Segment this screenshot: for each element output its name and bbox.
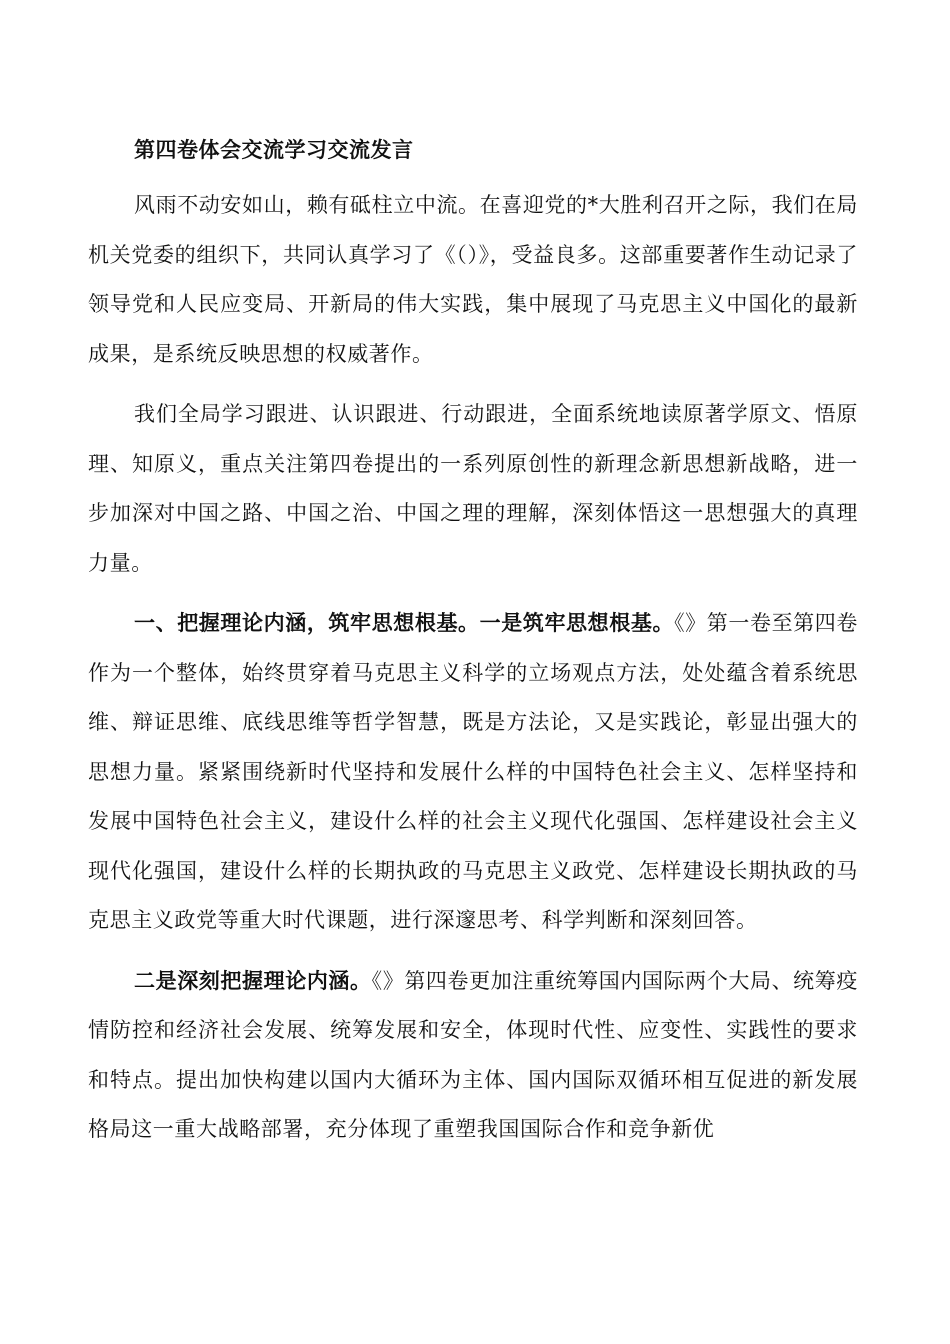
paragraph-1 xyxy=(88,180,858,379)
paragraph-3-text: 《》第一卷至第四卷作为一个整体，始终贯穿着马克思主义科学的立场观点方法，处处蕴含着系统思维、辩证思维、底线思维等哲学智慧，既是方法论，又是实践论，彰显出强大的思想力量。紧紧围绕新时代坚持和发展什么样的中国特色社会主义、怎样坚持和发展中国特色社会主义，建设什么样的社会主义现代化强国、怎样建设社会主义现代化强国，建设什么样的长期执政的马克思主义政党、怎样建设长期执政的马克思主义政党等重大时代课题，进行深邃思考、科学判断和深刻回答。 xyxy=(88,611,859,932)
document-body xyxy=(88,128,858,1165)
document-title: 第四卷体会交流学习交流发言 xyxy=(134,137,414,162)
paragraph-1-text: 风雨不动安如山，赖有砥柱立中流。在喜迎党的*大胜利召开之际，我们在局机关党委的组织下，共同认真学习了《（）》，受益良多。这部重要著作生动记录了领导党和人民应变局、开新局的伟大实践，集中展现了马克思主义中国化的最新成果，是系统反映思想的权威著作。 xyxy=(88,193,858,366)
paragraph-4-text: 《》第四卷更加注重统筹国内国际两个大局、统筹疫情防控和经济社会发展、统筹发展和安全，体现时代性、应变性、实践性的要求和特点。提出加快构建以国内大循环为主体、国内国际双循环相互促进的新发展格局这一重大战略部署，充分体现了重塑我国国际合作和竞争新优 xyxy=(88,968,858,1141)
paragraph-2 xyxy=(88,389,858,588)
paragraph-2-text: 我们全局学习跟进、认识跟进、行动跟进，全面系统地读原著学原文、悟原理、知原义，重点关注第四卷提出的一系列原创性的新理念新思想新战略，进一步加深对中国之路、中国之治、中国之理的理解，深刻体悟这一思想强大的真理力量。 xyxy=(88,402,858,575)
paragraph-4-lead: 二是深刻把握理论内涵。 xyxy=(134,967,372,993)
paragraph-3-lead: 一、把握理论内涵，筑牢思想根基。一是筑牢思想根基。 xyxy=(134,610,675,635)
paragraph-3 xyxy=(88,598,858,946)
paragraph-4 xyxy=(88,956,858,1155)
